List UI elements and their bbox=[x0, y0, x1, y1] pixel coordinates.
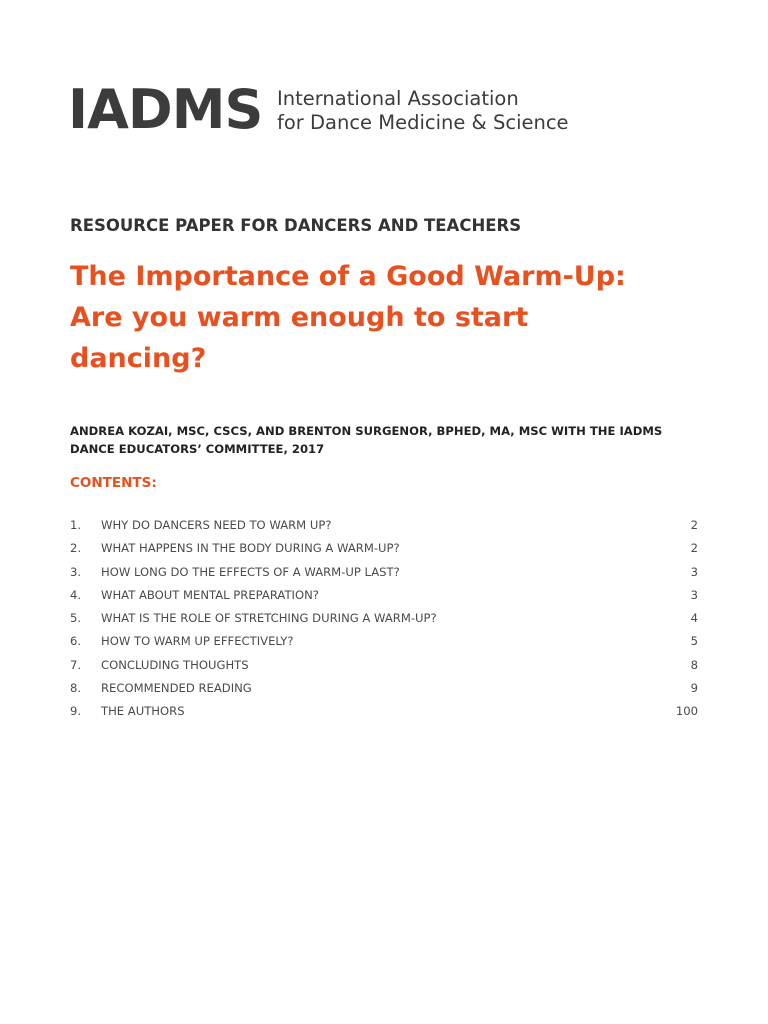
toc-entry-page: 9 bbox=[690, 681, 698, 696]
document-title bbox=[70, 256, 720, 379]
toc-entry-number: 2. bbox=[70, 541, 82, 556]
toc-entry-number: 3. bbox=[70, 564, 82, 579]
toc-entry-number: 7. bbox=[70, 657, 82, 672]
toc-entry-page: 100 bbox=[675, 704, 698, 719]
toc-entry-page: 5 bbox=[690, 634, 698, 649]
toc-entry-page: 2 bbox=[690, 518, 698, 532]
toc-entry-page: 3 bbox=[690, 587, 698, 602]
authors-line-1: ANDREA KOZAI, MSC, CSCS, AND BRENTON SURGENOR, BPHED, MA, MSC WITH THE IADMS bbox=[70, 424, 663, 438]
toc-entry-label: CONCLUDING THOUGHTS bbox=[101, 657, 249, 672]
toc-entry-label: RECOMMENDED READING bbox=[101, 681, 252, 696]
toc-entry[interactable] bbox=[70, 700, 698, 723]
organization-name-line-1: International Association bbox=[277, 87, 519, 110]
toc-entry-number: 8. bbox=[70, 681, 82, 696]
toc-entry[interactable] bbox=[70, 607, 698, 630]
toc-entry-number: 5. bbox=[70, 611, 82, 626]
toc-entry-label: WHAT IS THE ROLE OF STRETCHING DURING A WARM-UP? bbox=[101, 611, 437, 626]
toc-entry-label: WHAT ABOUT MENTAL PREPARATION? bbox=[101, 587, 319, 602]
toc-entry[interactable] bbox=[70, 584, 698, 607]
toc-entry-label: WHAT HAPPENS IN THE BODY DURING A WARM-UP? bbox=[101, 541, 400, 556]
organization-name-line-2: for Dance Medicine & Science bbox=[277, 111, 569, 134]
toc-entry-page: 3 bbox=[690, 564, 698, 579]
document-kicker: RESOURCE PAPER FOR DANCERS AND TEACHERS bbox=[70, 216, 522, 235]
toc-entry-page: 8 bbox=[690, 657, 698, 672]
iadms-logo-mark: IADMS bbox=[68, 78, 263, 141]
contents-heading: CONTENTS: bbox=[70, 475, 157, 491]
authors-line-2: DANCE EDUCATORS’ COMMITTEE, 2017 bbox=[70, 442, 325, 456]
title-line-1: The Importance of a Good Warm-Up: bbox=[70, 261, 626, 292]
toc-entry[interactable] bbox=[70, 514, 698, 537]
toc-entry[interactable] bbox=[70, 630, 698, 653]
title-line-3: dancing? bbox=[70, 343, 207, 374]
toc-entry-label: HOW TO WARM UP EFFECTIVELY? bbox=[101, 634, 294, 649]
authors-byline bbox=[70, 422, 662, 458]
title-line-2: Are you warm enough to start bbox=[70, 302, 529, 333]
toc-entry-number: 1. bbox=[70, 518, 82, 532]
toc-entry[interactable] bbox=[70, 677, 698, 700]
toc-entry-label: THE AUTHORS bbox=[101, 704, 185, 719]
toc-entry-page: 2 bbox=[690, 541, 698, 556]
toc-entry[interactable] bbox=[70, 561, 698, 584]
toc-entry[interactable] bbox=[70, 654, 698, 677]
table-of-contents bbox=[70, 514, 698, 724]
toc-entry-number: 4. bbox=[70, 587, 82, 602]
toc-entry-number: 9. bbox=[70, 704, 82, 719]
toc-entry-label: HOW LONG DO THE EFFECTS OF A WARM-UP LAST? bbox=[101, 564, 400, 579]
organization-name bbox=[277, 87, 569, 135]
toc-entry[interactable] bbox=[70, 537, 698, 560]
toc-entry-page: 4 bbox=[690, 611, 698, 626]
toc-entry-label: WHY DO DANCERS NEED TO WARM UP? bbox=[101, 518, 332, 532]
toc-entry-number: 6. bbox=[70, 634, 82, 649]
